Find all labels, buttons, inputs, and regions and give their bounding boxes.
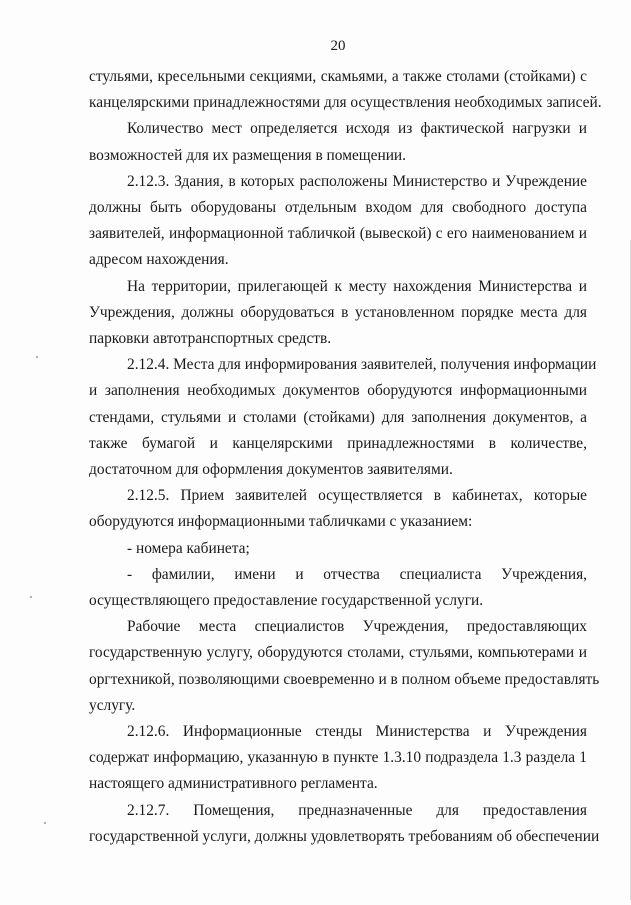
scan-speck <box>36 356 38 358</box>
text-line: оргтехникой, позволяющими своевременно и в полном объеме предоставлять <box>89 670 600 688</box>
document-body <box>89 64 602 850</box>
scan-speck <box>44 822 46 824</box>
text-line: адресом нахождения. <box>89 251 229 269</box>
text-line: оборудуются информационными табличками с указанием: <box>89 513 473 531</box>
text-line: и заполнения необходимых документов оборудуются информационными <box>89 382 587 400</box>
text-line: государственной услуги, должны удовлетворять требованиям об обеспечении <box>89 827 600 845</box>
text-line: парковки автотранспортных средств. <box>89 330 332 348</box>
text-line: 2.12.6. Информационные стенды Министерства и Учреждения <box>127 723 587 741</box>
text-line: должны быть оборудованы отдельным входом для свободного доступа <box>89 199 587 217</box>
text-line: достаточном для оформления документов заявителями. <box>89 461 453 479</box>
text-line: возможностей для их размещения в помещении. <box>89 146 407 164</box>
text-line: - номера кабинета; <box>127 539 250 557</box>
text-line: - фамилии, имени и отчества специалиста Учреждения, <box>127 565 587 583</box>
text-line: 2.12.4. Места для информирования заявителей, получения информации <box>127 356 597 374</box>
text-line: канцелярскими принадлежностями для осуществления необходимых записей. <box>89 94 602 112</box>
text-line: настоящего административного регламента. <box>89 775 378 793</box>
text-line: 2.12.7. Помещения, предназначенные для предоставления <box>127 801 587 819</box>
text-line: 2.12.5. Прием заявителей осуществляется в кабинетах, которые <box>127 487 587 505</box>
page-number: 20 <box>330 38 346 54</box>
text-line: 2.12.3. Здания, в которых расположены Министерство и Учреждение <box>127 172 587 190</box>
text-line: Учреждения, должны оборудоваться в установленном порядке места для <box>89 303 587 321</box>
scan-speck <box>30 596 32 598</box>
text-line: осуществляющего предоставление государственной услуги. <box>89 592 484 610</box>
text-line: также бумагой и канцелярскими принадлежностями в количестве, <box>89 434 587 452</box>
text-line: Количество мест определяется исходя из фактической нагрузки и <box>127 120 587 138</box>
text-line: стендами, стульями и столами (стойками) для заполнения документов, а <box>89 408 587 426</box>
text-line: государственную услугу, оборудуются столами, стульями, компьютерами и <box>89 644 587 662</box>
text-line: содержат информацию, указанную в пункте 1.3.10 подраздела 1.3 раздела 1 <box>89 749 587 767</box>
text-line: На территории, прилегающей к месту нахождения Министерства и <box>127 277 587 295</box>
text-line: стульями, кресельными секциями, скамьями, а также столами (стойками) с <box>89 68 587 85</box>
text-line: Рабочие места специалистов Учреждения, предоставляющих <box>127 618 587 636</box>
text-line: заявителей, информационной табличкой (вывеской) с его наименованием и <box>89 225 587 243</box>
text-line: услугу. <box>89 696 136 714</box>
